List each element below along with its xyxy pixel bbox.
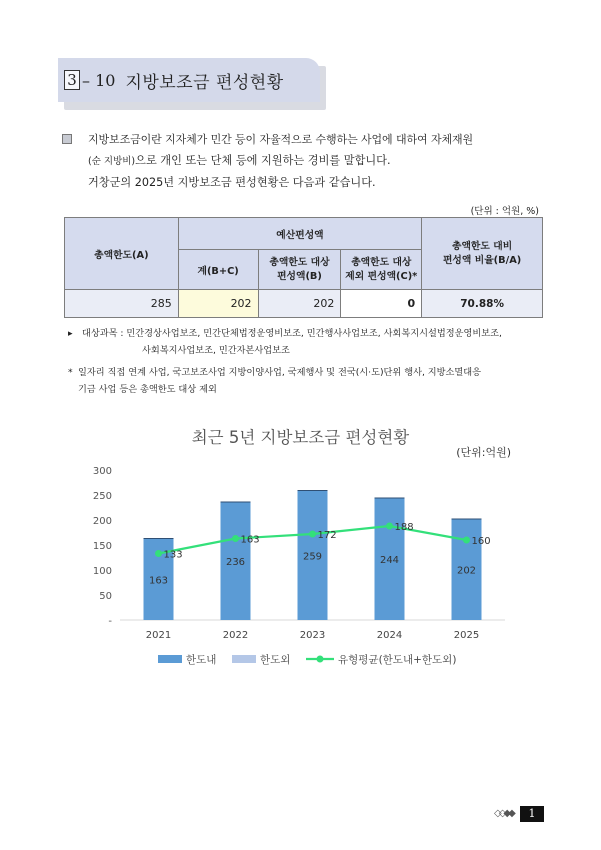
title-box — [58, 58, 320, 102]
average-value-label: 188 — [394, 522, 414, 533]
cell-in-limit: 202 — [258, 290, 341, 318]
y-tick-label: 150 — [92, 541, 112, 552]
y-tick-label: 100 — [92, 566, 112, 577]
header-ratio — [422, 218, 543, 290]
average-value-label: 172 — [317, 530, 337, 541]
chart-unit: (단위:억원) — [456, 446, 511, 459]
header-total-limit: 총액한도(A) — [65, 218, 179, 290]
x-tick-label: 2022 — [222, 630, 249, 641]
cell-total-limit: 285 — [65, 290, 179, 318]
average-value-label: 160 — [471, 536, 491, 547]
note-2-line-1 — [68, 364, 481, 381]
legend-label-average: 유형평균(한도내+한도외) — [338, 654, 457, 666]
legend-label-in-limit: 한도내 — [186, 654, 217, 666]
note-1-line-2: 사회복지사업보조, 민간자본사업보조 — [142, 345, 290, 356]
note-2-text-1: 일자리 직접 연계 사업, 국고보조사업 지방이양사업, 국제행사 및 전국(시·도)단위 행사, 지방소멸대응 — [78, 367, 482, 378]
intro-line-2-text: 으로 개인 또는 단체 등에 지원하는 경비를 말합니다. — [135, 154, 391, 167]
asterisk-mark: * — [68, 367, 73, 378]
average-point — [463, 537, 470, 544]
y-tick-label: 300 — [92, 466, 112, 477]
page-number: 1 — [520, 806, 544, 822]
page-decoration: ◇◇◆◆ — [494, 808, 513, 819]
section-title-block — [58, 58, 320, 108]
cell-sum: 202 — [178, 290, 258, 318]
header-sum: 계(B+C) — [178, 250, 258, 290]
bar-value-label: 236 — [225, 557, 246, 568]
average-value-label: 163 — [240, 534, 260, 546]
budget-table — [64, 217, 543, 318]
header-in-limit-l1: 총액한도 대상 — [269, 256, 330, 268]
square-bullet-icon — [62, 134, 72, 144]
header-ratio-l2: 편성액 비율(B/A) — [442, 254, 522, 266]
triangle-bullet-icon: ▸ — [68, 328, 73, 339]
intro-line-1: 지방보조금이란 지자체가 민간 등이 자율적으로 수행하는 사업에 대하여 자체재원 — [88, 133, 474, 146]
cell-ratio: 70.88% — [422, 290, 543, 318]
y-tick-label: 200 — [92, 516, 112, 527]
bar-line-chart — [80, 455, 520, 685]
average-value-label: 133 — [163, 549, 183, 561]
header-budget: 예산편성액 — [178, 218, 421, 250]
note-2-line-2: 기금 사업 등은 총액한도 대상 제외 — [78, 384, 217, 395]
table-unit: (단위 : 억원, %) — [470, 206, 539, 217]
average-point — [309, 531, 316, 538]
legend-marker-average — [317, 656, 324, 663]
section-number: 3 — [64, 70, 80, 90]
legend-label-out-limit: 한도외 — [260, 654, 291, 666]
header-ex-limit-l2: 제외 편성액(C)* — [345, 270, 418, 282]
x-tick-label: 2025 — [453, 630, 480, 641]
legend-swatch-in-limit — [158, 655, 182, 663]
x-tick-label: 2024 — [376, 630, 403, 641]
note-exclusions — [68, 364, 481, 398]
note-1-text-1: 대상과목 : 민간경상사업보조, 민간단체법정운영비보조, 민간행사사업보조, 사회복지시설법정운영비보조, — [82, 328, 502, 339]
y-tick-label: - — [108, 616, 112, 627]
header-in-limit — [258, 250, 341, 290]
bar-value-label: 202 — [456, 565, 477, 577]
x-tick-label: 2021 — [145, 630, 172, 641]
note-1-line-1 — [68, 325, 502, 342]
intro-line-2 — [62, 150, 562, 172]
note-target-items — [68, 325, 502, 359]
intro-line-2-paren: (순 지방비) — [88, 156, 136, 167]
bar-value-label: 163 — [148, 575, 169, 587]
header-ratio-l1: 총액한도 대비 — [452, 240, 513, 252]
section-title: 지방보조금 편성현황 — [125, 72, 284, 93]
y-tick-label: 250 — [92, 491, 112, 502]
section-suffix: – 10 — [82, 70, 116, 90]
y-tick-label: 50 — [99, 591, 112, 602]
chart-title: 최근 5년 지방보조금 편성현황 — [191, 428, 410, 447]
x-tick-label: 2023 — [299, 630, 326, 641]
bar-value-label: 259 — [302, 551, 323, 563]
intro-paragraph — [62, 129, 562, 193]
bar-value-label: 244 — [379, 555, 400, 566]
header-in-limit-l2: 편성액(B) — [277, 270, 322, 282]
header-ex-limit-l1: 총액한도 대상 — [351, 256, 412, 268]
cell-ex-limit: 0 — [341, 290, 422, 318]
average-point — [386, 523, 393, 530]
header-ex-limit — [341, 250, 422, 290]
average-point — [155, 550, 162, 557]
intro-line-3: 거창군의 2025년 지방보조금 편성현황은 다음과 같습니다. — [88, 176, 376, 189]
legend-swatch-out-limit — [232, 655, 256, 663]
average-point — [232, 535, 239, 542]
